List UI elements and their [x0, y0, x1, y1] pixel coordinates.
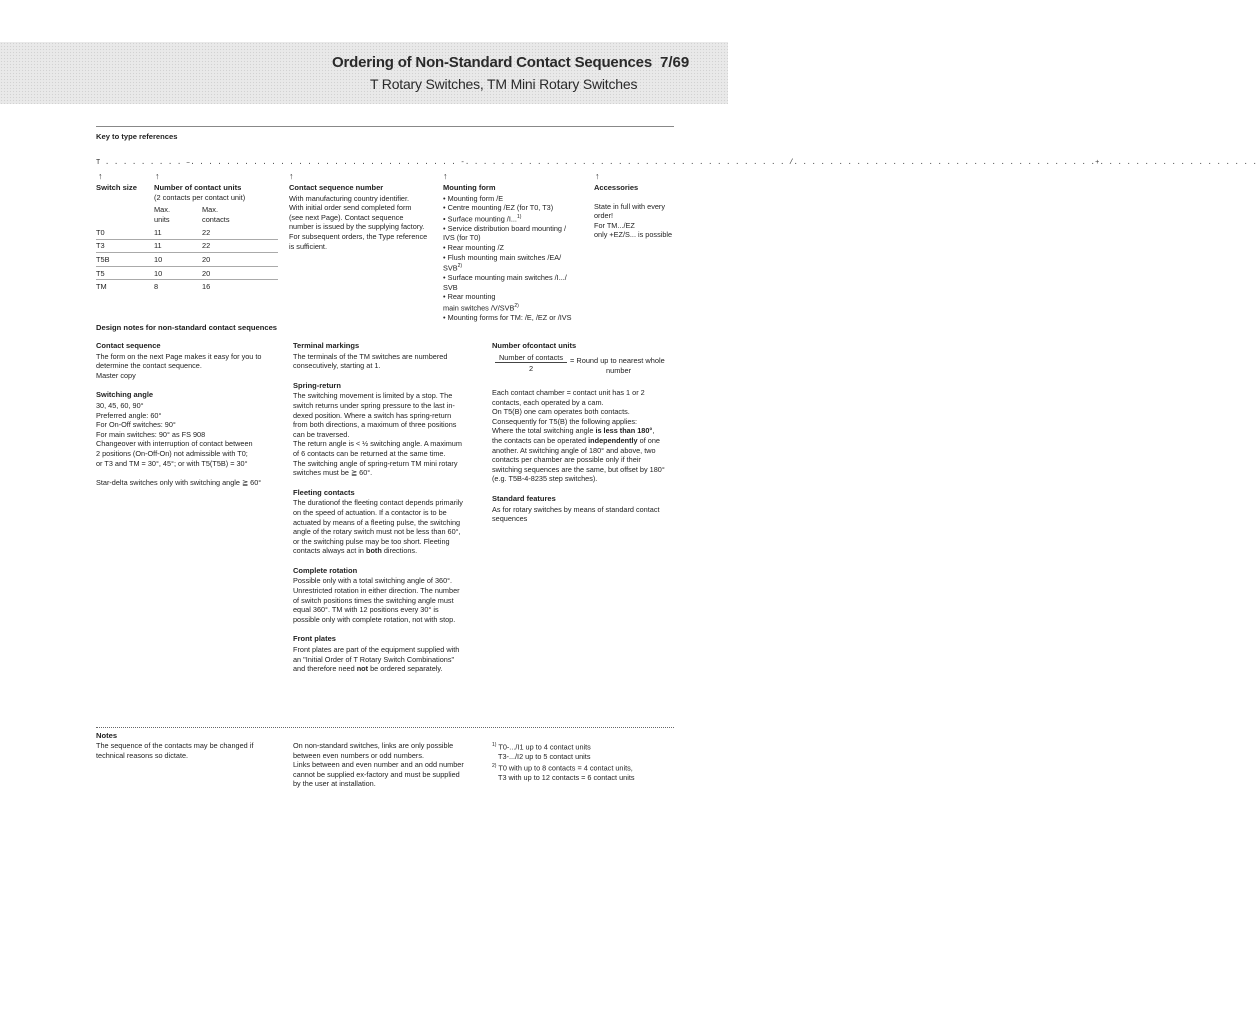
design-notes-heading: Design notes for non-standard contact sequences — [96, 323, 278, 332]
fraction-result: = Round up to nearest whole number — [570, 356, 665, 375]
page-number: 7/69 — [660, 54, 690, 71]
page-subtitle: T Rotary Switches, TM Mini Rotary Switches — [370, 76, 638, 92]
contact-units-table — [96, 226, 278, 293]
arrow-icon: ↑ — [595, 171, 600, 181]
notes-column-2: On non-standard switches, links are only possible between even numbers or odd numbers. Links between and even number and an odd number cannot be supplied ex-factory and must be supplied by the user at installation. — [293, 741, 464, 789]
design-column-3: Number ofcontact units — [492, 341, 577, 350]
col-max-units: Max. units — [154, 205, 171, 224]
page-title: Ordering of Non-Standard Contact Sequences — [332, 54, 652, 71]
fraction-numerator: Number of contacts — [495, 353, 567, 363]
col-max-contacts: Max. contacts — [202, 205, 230, 224]
table-row: T5 10 20 — [96, 266, 278, 280]
arrow-icon: ↑ — [443, 171, 448, 181]
table-row: TM 8 16 — [96, 282, 211, 292]
contact-units-sub: (2 contacts per contact unit) — [154, 193, 246, 202]
fraction-denominator: 2 — [528, 364, 534, 373]
top-rule — [96, 126, 674, 127]
contact-units-heading: Number of contact units — [154, 183, 242, 192]
accessories-block: Accessories State in full with every order! For TM.../EZ only +EZ/S... is possible — [594, 183, 673, 240]
notes-rule — [96, 727, 674, 728]
arrow-icon: ↑ — [98, 171, 103, 181]
design-column-2: Terminal markings The terminals of the TM switches are numbered consecutively, starting at 1. Spring-return The switching movement is limited by a stop. The switch returns under spring pressure to the last in- dexed position. Where a switch has spring-return from both directions, a maximum of three positions can be traversed. The return angle is < ½ switching angle. A maximum of 6 contacts can be returned at the same time. The switching angle of spring-return TM mini rotary switches must be ≧ 60°. Fleeting contacts The durationof the fleeting contact depends primarily on the speed of actuation. If a contactor is to be actuated by means of a fleeting pulse, the switching angle of the rotary switch must not be less than 60°, or the switching pulse may be too short. Fleeting contacts always act in both directions. Complete rotation Possible only with a total switching angle of 360°. Unrestricted rotation in either direction. The number of switch positions times the switching angle must equal 360°. TM with 12 positions every 30° is possible only with complete rotation, not with stop. Front plates Front plates are part of the equipment supplied with an "Initial Order of T Rotary Switch Combinations" and therefore need not be ordered separately. — [293, 341, 463, 674]
table-row: T5B 10 20 — [96, 253, 278, 267]
mounting-form-block: Mounting form • Mounting form /E • Centre mounting /EZ (for T0, T3) • Surface mounting /I...$^{1)}$ • Service distribution board mounting / IVS (for T0) • Rear mounting /Z • Flush mounting main switches /EA/ SVB$^{2)}$ • Surface mounting main switches /I.../ SVB • Rear mounting main switches /V/SVB$^{2)}$ • Mounting forms for TM: /E, /EZ or /IVS — [443, 183, 572, 322]
chamber-block: Each contact chamber = contact unit has 1 or 2 contacts, each operated by a cam. On T5(B) one cam operates both contacts. Consequently for T5(B) the following applies: Where the total switching angle is less than 180°, the contacts can be operated independently of one another. At switching angle of 180° and above, two contacts per chamber are possible only if their switching sequences are the same, but offset by 180° (e.g. T5B-4-8235 step switches). Standard features As for rotary switches by means of standard contact sequences — [492, 388, 665, 524]
type-code-line: T . . . . . . . . . –. . . . . . . . . . . . . . . . . . . . . . . . . . . . . . -. . . . . . . . . . . . . . . . . . . . . . . . . . . . . . . . . . . . /. . . . . . . . . . . . . . . . . . . . . . . . . . . . . . . . . .+. . . . . . . . . . . . . . . . . . — [96, 159, 1257, 167]
arrow-icon: ↑ — [155, 171, 160, 181]
design-column-1: Contact sequence The form on the next Page makes it easy for you to determine the contact sequence. Master copy Switching angle 30, 45, 60, 90° Preferred angle: 60° For On-Off switches: 90° For main switches: 90° as FS 908 Changeover with interruption of contact between 2 positions (On-Off-On) not admissible with T0; or T3 and TM = 30°, 45°; or with T5(T5B) = 30° Star-delta switches only with switching angle ≧ 60° — [96, 341, 262, 488]
sequence-number-block: Contact sequence number With manufacturing country identifier. With initial order send completed form (see next Page). Contact sequence number is issued by the supplying factory. For subsequent orders, the Type reference is sufficient. — [289, 183, 428, 251]
table-row: T0 11 22 — [96, 226, 278, 239]
notes-column-1: The sequence of the contacts may be changed if technical reasons so dictate. — [96, 741, 254, 760]
footnotes: $^{1)}$ T0-.../I1 up to 4 contact units T3-.../I2 up to 5 contact units $^{2)}$ T0 with up to 8 contacts = 4 contact units, T3 with up to 12 contacts = 6 contact units — [492, 742, 635, 782]
switch-size-heading: Switch size — [96, 183, 137, 192]
header-band — [0, 42, 728, 104]
arrow-icon: ↑ — [289, 171, 294, 181]
table-row: T3 11 22 — [96, 239, 278, 253]
notes-heading: Notes — [96, 731, 118, 740]
key-heading: Key to type references — [96, 132, 178, 141]
